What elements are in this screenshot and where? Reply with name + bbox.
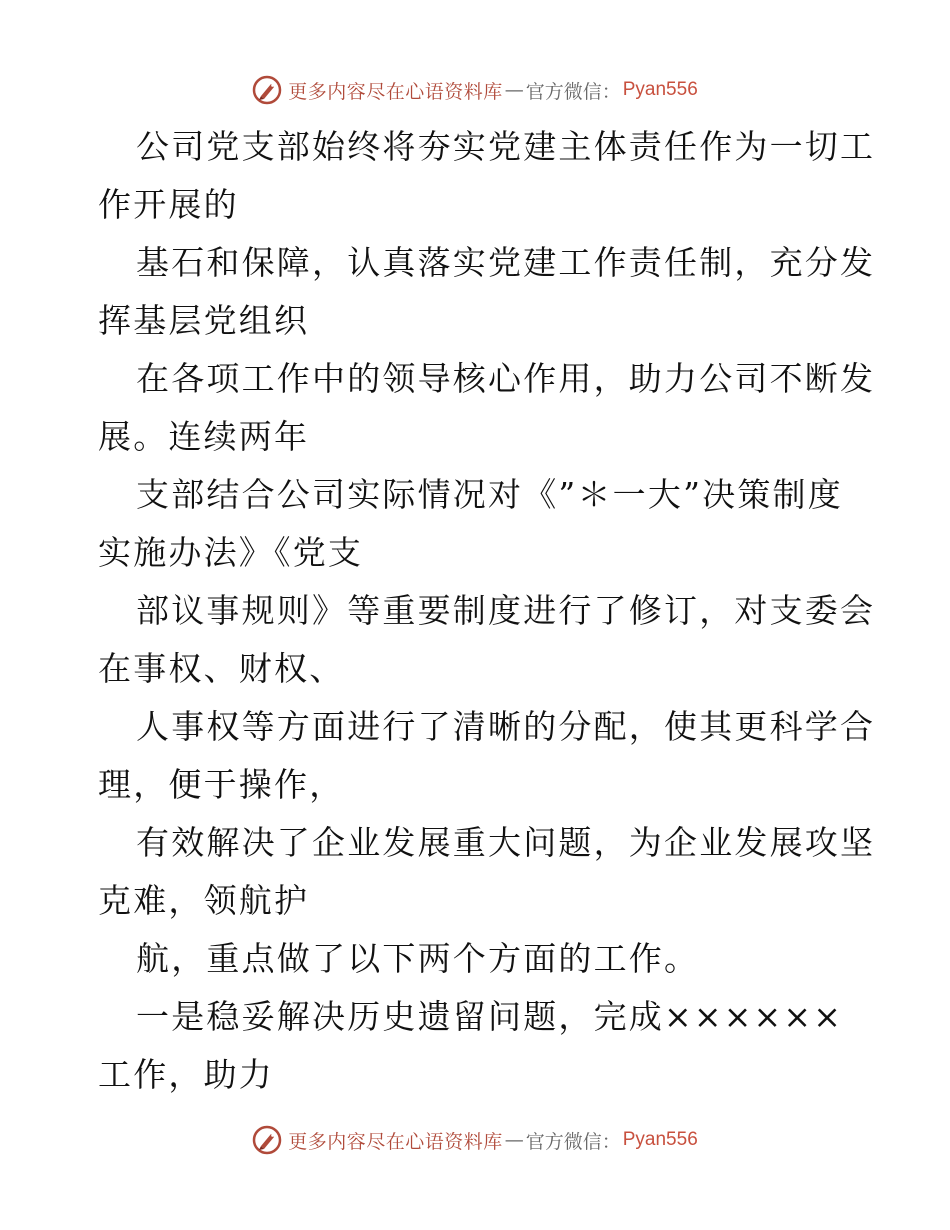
body-line: 工作，助力 [98,1055,274,1094]
header-watermark [0,70,950,110]
body-line: 在各项工作中的领导核心作用，助力公司不断发 [136,359,876,398]
body-line: 基石和保障，认真落实党建工作责任制，充分发 [136,243,876,282]
watermark-wechat-id: Pyan556 [622,79,698,100]
body-line: 作开展的 [98,185,239,224]
watermark-wechat-label: 官方微信： [525,80,621,103]
document-body [98,118,876,1104]
watermark-separator: — [504,1129,524,1151]
watermark-wechat-id: Pyan556 [622,1129,698,1150]
watermark-site-text: 更多内容尽在心语资料库 [288,80,503,103]
watermark-site-text: 更多内容尽在心语资料库 [288,1130,503,1153]
body-line: 克难，领航护 [98,881,310,920]
body-line: 有效解决了企业发展重大问题，为企业发展攻坚 [136,823,876,862]
pen-nib-logo-icon [252,1125,282,1155]
pen-nib-logo-icon [252,75,282,105]
body-line: 理，便于操作， [98,765,345,804]
body-line: 部议事规则》等重要制度进行了修订，对支委会 [136,591,876,630]
body-line: 挥基层党组织 [98,301,310,340]
watermark-wechat-label: 官方微信： [525,1130,621,1153]
body-line: 在事权、财权、 [98,649,345,688]
body-line: 实施办法》《党支 [98,533,364,572]
body-line: 支部结合公司实际情况对《”＊一大”决策制度 [136,475,843,514]
footer-watermark [0,1120,950,1160]
watermark-separator: — [504,79,524,101]
body-line: 航，重点做了以下两个方面的工作。 [136,939,700,978]
body-line: 展。连续两年 [98,417,310,456]
body-line: 一是稳妥解决历史遗留问题，完成×××××× [136,997,844,1036]
body-line: 公司党支部始终将夯实党建主体责任作为一切工 [136,127,876,166]
body-line: 人事权等方面进行了清晰的分配，使其更科学合 [136,707,876,746]
